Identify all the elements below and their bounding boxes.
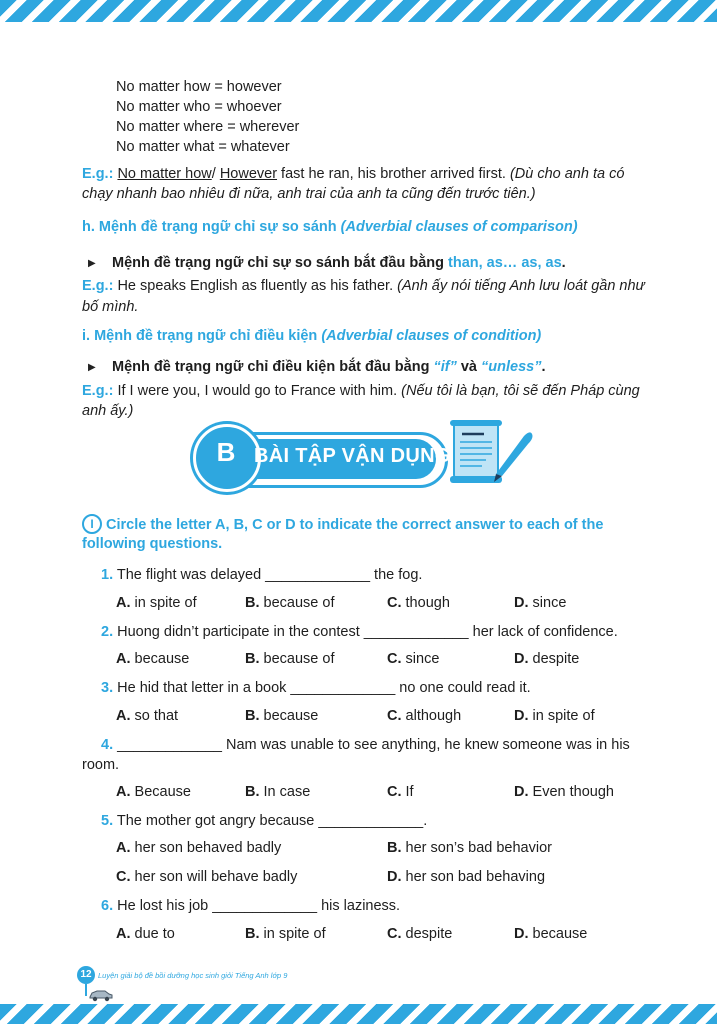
example-translation: (Dù cho anh ta có <box>509 166 625 182</box>
option-text: If <box>405 784 414 800</box>
option-letter: B. <box>245 708 260 724</box>
section-heading <box>82 328 541 344</box>
option-letter: A. <box>116 784 131 800</box>
bullet-end: . <box>541 359 546 375</box>
option-text: her son behaved badly <box>134 840 282 856</box>
option-letter: D. <box>387 869 402 885</box>
exercise-instruction <box>82 514 603 534</box>
option-text: in spite of <box>134 595 197 611</box>
answer-option[interactable] <box>387 595 450 611</box>
banner-letter: B <box>216 437 236 467</box>
answer-option[interactable] <box>514 926 587 942</box>
answer-option[interactable] <box>116 595 197 611</box>
page-number: 12 <box>77 966 95 984</box>
equivalent-line: No matter how = however <box>116 79 282 95</box>
answer-option[interactable] <box>387 840 552 856</box>
question <box>101 898 400 914</box>
option-letter: A. <box>116 708 131 724</box>
example-underlined-phrase: No matter how <box>117 166 212 182</box>
bullet-keywords: than, as… as, as <box>448 255 562 271</box>
option-letter: A. <box>116 651 131 667</box>
option-letter: D. <box>514 651 529 667</box>
answer-option[interactable] <box>387 926 452 942</box>
answer-option[interactable] <box>245 784 310 800</box>
option-text: due to <box>134 926 175 942</box>
option-text: because <box>263 708 319 724</box>
option-letter: B. <box>245 595 260 611</box>
answer-option[interactable] <box>245 595 334 611</box>
option-letter: B. <box>245 784 260 800</box>
answer-option[interactable] <box>116 784 191 800</box>
question-text: The mother got angry because _____________. <box>116 813 428 829</box>
instruction-text: Circle the letter A, B, C or D to indicate the correct answer to each of the <box>106 517 604 533</box>
option-letter: C. <box>387 784 402 800</box>
answer-option[interactable] <box>514 595 566 611</box>
option-letter: B. <box>387 840 402 856</box>
book-title: Luyện giải bộ đề bồi dưỡng học sinh giỏi Tiếng Anh lớp 9 <box>98 971 288 980</box>
example-translation: (Anh ấy nói tiếng Anh lưu loát gần như <box>397 278 645 294</box>
option-letter: D. <box>514 784 529 800</box>
example-translation: (Nếu tôi là bạn, tôi sẽ đến Pháp cùng <box>401 383 640 399</box>
option-letter: B. <box>245 926 260 942</box>
answer-option[interactable] <box>387 708 461 724</box>
bullet-text: Mệnh đề trạng ngữ chỉ điều kiện bắt đầu bằng <box>112 359 430 375</box>
option-letter: A. <box>116 926 131 942</box>
banner-title: BÀI TẬP VẬN DỤNG <box>254 445 451 467</box>
question <box>101 567 422 583</box>
example-label: E.g.: <box>82 278 114 294</box>
answer-option[interactable] <box>514 784 614 800</box>
answer-option[interactable] <box>387 651 439 667</box>
option-text: so that <box>134 708 179 724</box>
answer-option[interactable] <box>245 926 326 942</box>
answer-option[interactable] <box>116 651 189 667</box>
option-letter: D. <box>514 595 529 611</box>
option-text: her son’s bad behavior <box>405 840 552 856</box>
option-text: since <box>532 595 567 611</box>
question-number: 2. <box>101 624 114 640</box>
question-text: He lost his job _____________ his laziness. <box>117 898 401 914</box>
option-text: despite <box>405 926 453 942</box>
answer-option[interactable] <box>116 708 178 724</box>
example-text: If I were you, I would go to France with him. <box>117 383 398 399</box>
option-text: her son will behave badly <box>134 869 298 885</box>
example-translation: bố mình. <box>82 299 139 315</box>
answer-option[interactable] <box>116 869 297 885</box>
option-letter: C. <box>387 595 402 611</box>
option-letter: C. <box>387 926 402 942</box>
question-number: 3. <box>101 680 114 696</box>
option-text: despite <box>532 651 580 667</box>
top-stripe-border <box>0 0 717 22</box>
option-text: Because <box>134 784 191 800</box>
question-text: Huong didn’t participate in the contest _____________ her lack of confidence. <box>117 624 618 640</box>
option-text: Even though <box>532 784 614 800</box>
option-text: though <box>405 595 450 611</box>
example-sentence <box>82 383 640 399</box>
section-title-english: (Adverbial clauses of comparison) <box>340 219 578 235</box>
question-text: _____________ Nam was unable to see anything, he knew someone was in his <box>117 737 630 753</box>
answer-option[interactable] <box>116 926 175 942</box>
option-text: in spite of <box>263 926 326 942</box>
example-text: He speaks English as fluently as his father. <box>117 278 394 294</box>
option-text: in spite of <box>532 708 595 724</box>
answer-option[interactable] <box>245 708 318 724</box>
example-separator: / <box>211 166 216 182</box>
question-number: 1. <box>101 567 114 583</box>
bullet-point <box>112 359 546 375</box>
question <box>101 813 427 829</box>
option-letter: A. <box>116 595 131 611</box>
bottom-stripe-border <box>0 1004 717 1024</box>
option-text: her son bad behaving <box>405 869 546 885</box>
example-sentence <box>82 166 624 182</box>
option-text: because <box>532 926 588 942</box>
roman-numeral-badge: I <box>82 514 102 534</box>
section-title: i. Mệnh đề trạng ngữ chỉ điều kiện <box>82 328 318 344</box>
section-title-english: (Adverbial clauses of condition) <box>321 328 542 344</box>
bullet-arrow-icon: ▶ <box>88 362 96 373</box>
document-pen-icon <box>446 418 538 490</box>
option-text: because <box>134 651 190 667</box>
question-number: 5. <box>101 813 114 829</box>
question-text: room. <box>82 757 120 773</box>
answer-option[interactable] <box>116 840 281 856</box>
option-letter: D. <box>514 708 529 724</box>
answer-option[interactable] <box>514 708 595 724</box>
bullet-end: . <box>561 255 566 271</box>
equivalent-line: No matter where = wherever <box>116 119 300 135</box>
example-text: fast he ran, his brother arrived first. <box>277 166 506 182</box>
option-text: because of <box>263 651 335 667</box>
equivalent-line: No matter who = whoever <box>116 99 282 115</box>
equivalent-line: No matter what = whatever <box>116 139 290 155</box>
bullet-arrow-icon: ▶ <box>88 258 96 269</box>
option-letter: A. <box>116 840 131 856</box>
car-icon <box>88 988 114 1002</box>
option-text: In case <box>263 784 311 800</box>
question <box>101 737 630 753</box>
option-letter: B. <box>245 651 260 667</box>
bullet-keyword: “if” <box>433 359 457 375</box>
option-text: because of <box>263 595 335 611</box>
example-sentence <box>82 278 645 294</box>
bullet-text: Mệnh đề trạng ngữ chỉ sự so sánh bắt đầu bằng <box>112 255 444 271</box>
question <box>101 680 531 696</box>
question-number: 6. <box>101 898 114 914</box>
question-text: The flight was delayed _____________ the fog. <box>116 567 423 583</box>
option-letter: C. <box>116 869 131 885</box>
question-text: He hid that letter in a book _____________ no one could read it. <box>117 680 531 696</box>
answer-option[interactable] <box>387 869 545 885</box>
example-label: E.g.: <box>82 166 114 182</box>
example-underlined-phrase: However <box>219 166 278 182</box>
option-letter: C. <box>387 708 402 724</box>
question <box>101 624 618 640</box>
example-label: E.g.: <box>82 383 114 399</box>
option-text: since <box>405 651 440 667</box>
answer-option[interactable] <box>514 651 579 667</box>
example-translation: anh ấy.) <box>82 403 134 419</box>
answer-option[interactable] <box>245 651 334 667</box>
option-letter: D. <box>514 926 529 942</box>
section-title: h. Mệnh đề trạng ngữ chỉ sự so sánh <box>82 219 337 235</box>
question-number: 4. <box>101 737 114 753</box>
option-text: although <box>405 708 462 724</box>
section-heading <box>82 219 578 235</box>
answer-option[interactable] <box>387 784 414 800</box>
bullet-text: và <box>460 359 477 375</box>
footer-pin <box>85 984 87 996</box>
option-letter: C. <box>387 651 402 667</box>
bullet-keyword: “unless” <box>481 359 542 375</box>
example-translation: chạy nhanh bao nhiêu đi nữa, anh trai của anh ta cũng đến trước tiên.) <box>82 186 536 202</box>
instruction-text: following questions. <box>82 536 223 552</box>
bullet-point <box>112 255 566 271</box>
